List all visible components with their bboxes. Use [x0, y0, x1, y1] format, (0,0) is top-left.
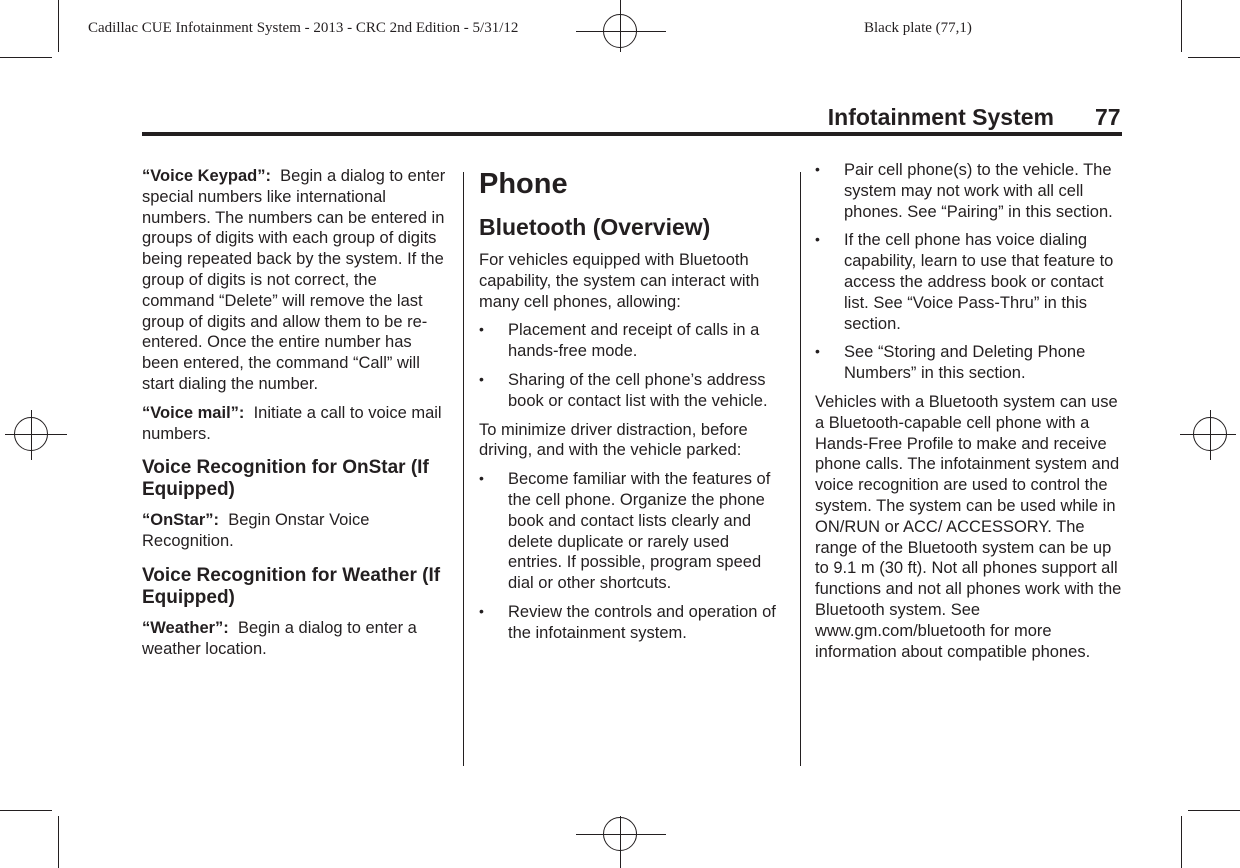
- list-item: • See “Storing and Deleting Phone Numbers” in this section.: [815, 343, 1086, 383]
- crop-mark-bl-h: [0, 810, 52, 811]
- column-2: [479, 166, 785, 652]
- column-divider-2: [800, 172, 801, 766]
- crop-mark-br-v: [1181, 816, 1182, 868]
- list-item: • Review the controls and operation of the infotainment system.: [479, 602, 776, 642]
- voice-mail-entry: [142, 403, 452, 445]
- list-item: • Become familiar with the features of the cell phone. Organize the phone book and contact lists clearly and delete duplicate or rarely used entries. If possible, program speed dial or other shortcuts.: [479, 470, 771, 593]
- weather-entry: [142, 618, 452, 660]
- voice-keypad-entry: [142, 166, 452, 395]
- onstar-text: Begin Onstar Voice Recognition.: [142, 511, 370, 551]
- list-item: • Sharing of the cell phone’s address book or contact list with the vehicle.: [479, 370, 768, 410]
- column-3: [815, 160, 1125, 670]
- crop-mark-tl-h: [0, 57, 52, 58]
- voice-mail-label: “Voice mail”:: [142, 403, 245, 422]
- crop-mark-bl-v: [58, 816, 59, 868]
- list-item: • If the cell phone has voice dialing capability, learn to use that feature to access the address book or contact list. See “Voice Pass-Thru” in this section.: [815, 231, 1114, 333]
- list-item: • Placement and receipt of calls in a hands-free mode.: [479, 321, 760, 361]
- bullet-icon: •: [815, 161, 820, 177]
- column-1: [142, 166, 452, 668]
- phone-title: Phone: [479, 168, 568, 200]
- voice-mail-text: Initiate a call to voice mail numbers.: [142, 403, 442, 443]
- section-title: Infotainment System: [827, 104, 1054, 130]
- crop-mark-tr-h: [1188, 57, 1240, 58]
- bullet-icon: •: [479, 470, 484, 487]
- bullet-icon: •: [815, 343, 820, 360]
- onstar-label: “OnStar”:: [142, 511, 220, 530]
- header-rule: [142, 132, 1122, 136]
- crop-mark-tr-v: [1181, 0, 1182, 52]
- print-slug-right: Black plate (77,1): [864, 20, 972, 36]
- bluetooth-system-paragraph: Vehicles with a Bluetooth system can use a Bluetooth-capable cell phone with a Hands-Free Profile to make and receive phone calls. The infotainment system and voice recognition are used to control the system. The system can be used while in ON/RUN or ACC/ ACCESSORY. The range of the Bluetooth system can be up to 9.1 m (30 ft). Not all phones support all functions and not all phones work with the Bluetooth system. See www.gm.com/bluetooth for more information about compatible phones.: [815, 392, 1122, 661]
- column-divider-1: [463, 172, 464, 766]
- page-number: 77: [1095, 104, 1121, 130]
- capabilities-list: [479, 320, 785, 411]
- bluetooth-overview-heading: Bluetooth (Overview): [479, 214, 711, 240]
- weather-text: Begin a dialog to enter a weather location.: [142, 618, 417, 658]
- bullet-icon: •: [479, 602, 484, 619]
- bullet-icon: •: [479, 321, 484, 338]
- pairing-list: [815, 160, 1125, 384]
- crop-mark-tl-v: [58, 0, 59, 52]
- preparation-list: [479, 469, 785, 643]
- voice-keypad-text: Begin a dialog to enter special numbers like international numbers. The numbers can be entered in groups of digits with each group of digits being repeated back by the system. If the group of digits is not correct, the command “Delete” will remove the last group of digits and allow them to be re-entered. Once the entire number has been entered, the command “Call” will start dialing the number.: [142, 167, 446, 393]
- weather-heading: Voice Recognition for Weather (If Equipped): [142, 564, 441, 608]
- crop-mark-br-h: [1188, 810, 1240, 811]
- bullet-icon: •: [479, 370, 484, 387]
- print-slug-left: Cadillac CUE Infotainment System - 2013 - CRC 2nd Edition - 5/31/12: [88, 20, 519, 36]
- onstar-entry: [142, 510, 452, 552]
- bluetooth-intro: For vehicles equipped with Bluetooth capability, the system can interact with many cell phones, allowing:: [479, 251, 760, 311]
- bullet-icon: •: [815, 231, 820, 248]
- voice-keypad-label: “Voice Keypad”:: [142, 167, 271, 185]
- onstar-heading: Voice Recognition for OnStar (If Equipped): [142, 457, 429, 501]
- list-item: • Pair cell phone(s) to the vehicle. The system may not work with all cell phones. See “Pairing” in this section.: [815, 161, 1113, 221]
- weather-label: “Weather”:: [142, 618, 229, 637]
- distraction-paragraph: To minimize driver distraction, before driving, and with the vehicle parked:: [479, 420, 748, 460]
